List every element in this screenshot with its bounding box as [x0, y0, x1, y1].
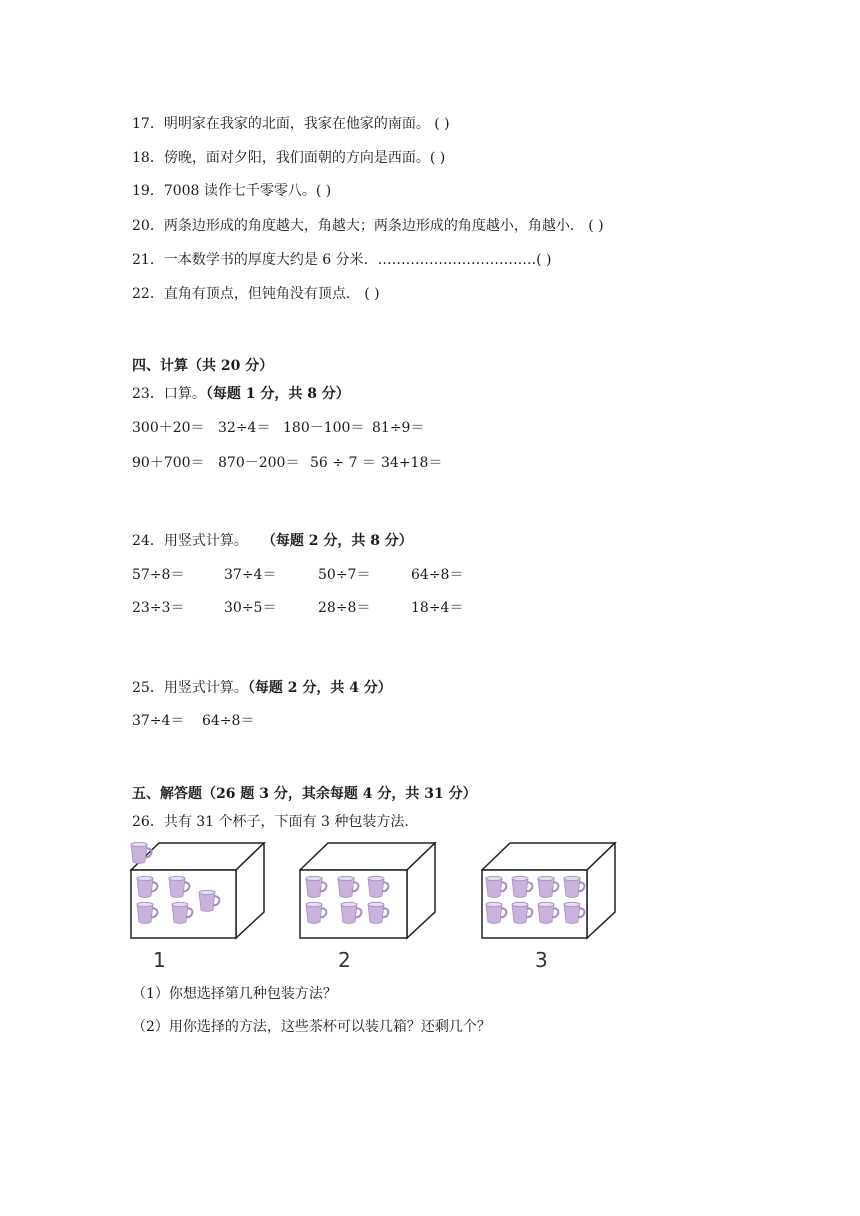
q23-item: 300＋20＝ [132, 420, 205, 436]
box-label-3: 3 [535, 948, 548, 972]
box-label-2: 2 [338, 948, 351, 972]
question-18: 18．傍晚，面对夕阳，我们面朝的方向是西面。( ) [132, 150, 446, 166]
q24-item: 64÷8＝ [411, 567, 464, 583]
box-label-1: 1 [153, 948, 166, 972]
question-25-prefix: 25．用竖式计算。 [132, 680, 248, 696]
question-26: 26．共有 31 个杯子，下面有 3 种包装方法. [132, 814, 409, 830]
q23-item: 32÷4＝ [218, 420, 271, 436]
q24-item: 50÷7＝ [318, 567, 371, 583]
question-17: 17．明明家在我家的北面，我家在他家的南面。 ( ) [132, 116, 450, 132]
question-26-sub-1: （1）你想选择第几种包装方法？ [132, 986, 337, 1002]
q23-item: 81÷9＝ [372, 420, 425, 436]
q23-item: 870－200＝ [218, 455, 300, 471]
packing-box-1 [130, 842, 266, 940]
q24-item: 30÷5＝ [224, 600, 277, 616]
question-23-prefix: 23．口算。 [132, 386, 206, 402]
question-20: 20．两条边形成的角度越大，角越大；两条边形成的角度越小，角越小． ( ) [132, 218, 604, 234]
packing-box-3 [481, 842, 617, 940]
q23-item: 90＋700＝ [132, 455, 205, 471]
question-19: 19．7008 读作七千零零八。( ) [132, 183, 332, 199]
question-26-sub-2: （2）用你选择的方法，这些茶杯可以装几箱？还剩几个？ [132, 1019, 491, 1035]
q25-item: 64÷8＝ [202, 713, 255, 729]
question-25-note: （每题 2 分，共 4 分） [247, 680, 392, 696]
q24-item: 37÷4＝ [224, 567, 277, 583]
packing-box-2 [299, 842, 437, 940]
question-24 [132, 530, 413, 550]
question-23 [132, 383, 350, 403]
q23-item: 34+18＝ [381, 455, 443, 471]
q24-item: 28÷8＝ [318, 600, 371, 616]
q24-item: 23÷3＝ [132, 600, 185, 616]
q24-item: 57÷8＝ [132, 567, 185, 583]
q25-item: 37÷4＝ [132, 713, 185, 729]
question-24-note: （每题 2 分，共 8 分） [261, 533, 413, 549]
question-22: 22．直角有顶点，但钝角没有顶点． ( ) [132, 286, 380, 302]
question-23-note: （每题 1 分，共 8 分） [205, 386, 350, 402]
question-21: 21．一本数学书的厚度大约是 6 分米．…………………………….( ) [132, 252, 552, 268]
section-5-title: 五、解答题（26 题 3 分，其余每题 4 分，共 31 分） [132, 786, 477, 802]
question-25 [132, 677, 392, 697]
q23-item: 56 ÷ 7 ＝ [310, 455, 376, 471]
question-24-prefix: 24．用竖式计算。 [132, 533, 248, 549]
q23-item: 180－100＝ [283, 420, 365, 436]
q24-item: 18÷4＝ [411, 600, 464, 616]
section-4-title: 四、计算（共 20 分） [132, 358, 274, 374]
